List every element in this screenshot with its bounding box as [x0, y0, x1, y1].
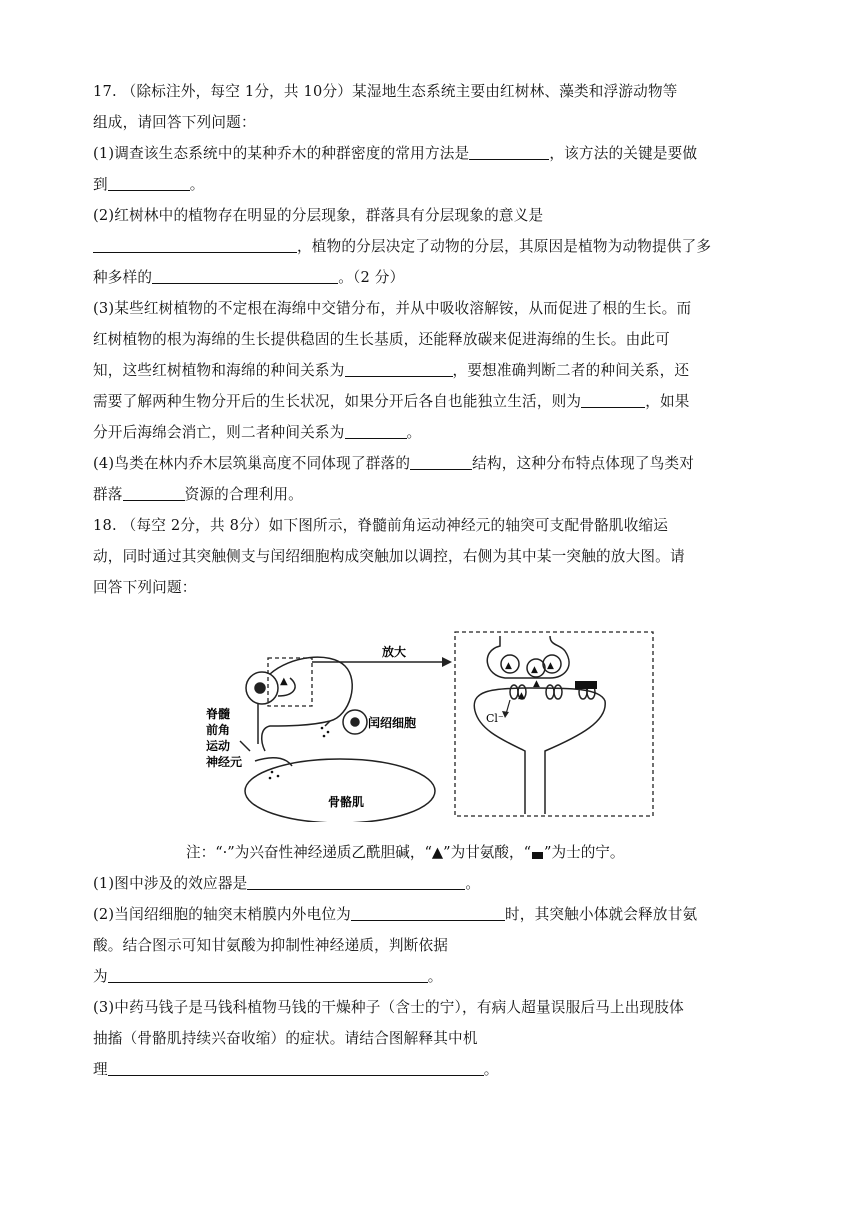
zoom-label: 放大 — [382, 645, 407, 659]
answer-blank[interactable] — [108, 173, 190, 191]
answer-blank[interactable] — [247, 872, 465, 890]
chloride-label: Cl⁻ — [486, 712, 504, 725]
q17-part-3: (3)某些红树植物的不定根在海绵中交错分布，并从中吸收溶解铵，从而促进了根的生长。而 — [93, 300, 692, 317]
q18-line-1: 18. （每空 2分，共 8分）如下图所示，脊髓前角运动神经元的轴突可支配骨骼肌收缩运 — [93, 517, 669, 534]
answer-blank[interactable] — [152, 266, 338, 284]
answer-blank[interactable] — [469, 142, 549, 160]
muscle-label: 骨骼肌 — [328, 795, 365, 809]
diagram-note: 注：“·”为兴奋性神经递质乙酰胆碱，“▲”为甘氨酸，“ ”为士的宁。 — [186, 844, 625, 861]
question-18-parts: (1)图中涉及的效应器是 。 (2)当闰绍细胞的轴突末梢膜内外电位为 时，其突触小体就会释放甘氨 酸。结合图示可知甘氨酸为抑制性神经递质，判断依据 为 。 (3)中药马钱子是马钱科植物马钱的干燥种子（含士的宁），有病人超量误服后马上出现肢体 抽搐（骨骼肌持续兴奋收缩）的症状。请结合图解释其中机 理 。 — [93, 868, 765, 1085]
svg-text:▲: ▲ — [531, 665, 538, 675]
svg-text:▲: ▲ — [518, 691, 525, 701]
q17-line-2: 组成，请回答下列问题： — [93, 114, 256, 131]
strychnine-square-icon — [532, 852, 543, 859]
q17-line-1: 17. （除标注外，每空 1分，共 10分）某湿地生态系统主要由红树林、藻类和浮游动物等 — [93, 83, 678, 100]
answer-blank[interactable] — [123, 483, 185, 501]
synapse-diagram — [200, 626, 660, 822]
postsynaptic-membrane — [474, 688, 605, 814]
q17-part-2: (2)红树林中的植物存在明显的分层现象，群落具有分层现象的意义是 — [93, 207, 544, 224]
question-17: 17. （除标注外，每空 1分，共 10分）某湿地生态系统主要由红树林、藻类和浮游动物等 组成，请回答下列问题： (1)调查该生态系统中的某种乔木的种群密度的常用方法是 ，该方法的关键是要做 到 。 (2)红树林中的植物存在明显的分层现象，群落具有分层现象的意义是 ，植物的分层决定了动物的分层，其原因是植物为动物提供了多 种多样的 。（2 分） (3)某些红树植物的不定根在海绵中交错分布，并从中吸收溶解铵，从而促进了根的生长。而 红树植物的根为海绵的生长提供稳固的生长基质，还能释放碳来促进海绵的生长。由此可 知，这些红树植物和海绵的种间关系为 ，要想准确判断二者的种间关系，还 需要了解两种生物分开后的生长状况，如果分开后各自也能独立生活，则为 ，如果 分开后海绵会消亡，则二者种间关系为 。 (4)鸟类在林内乔木层筑巢高度不同体现了群落的 结构，这种分布特点体现了鸟类对 群落 资源的合理利用。 18. （每空 2分，共 8分）如下图所示，脊髓前角运动神经元的轴突可支配骨骼肌收缩运 动，同时通过其突触侧支与闰绍细胞构成突触加以调控，右侧为其中某一突触的放大图。请 回答下列问题： — [93, 76, 765, 603]
strychnine-mark — [575, 681, 597, 689]
enlarged-synapse-box — [455, 632, 653, 816]
answer-blank[interactable] — [410, 452, 472, 470]
answer-blank[interactable] — [351, 903, 505, 921]
svg-text:▲: ▲ — [547, 661, 554, 671]
q18-part-1: (1)图中涉及的效应器是 。 — [93, 868, 765, 899]
q18-part-3: (3)中药马钱子是马钱科植物马钱的干燥种子（含士的宁），有病人超量误服后马上出现肢体 — [93, 999, 684, 1016]
neuron-label-4: 神经元 — [206, 755, 243, 769]
svg-text:▲: ▲ — [505, 661, 512, 671]
skeletal-muscle — [245, 759, 435, 822]
svg-text:▲: ▲ — [533, 679, 540, 689]
neuron-nucleus — [255, 683, 265, 693]
answer-blank[interactable] — [581, 390, 645, 408]
renshaw-label: 闰绍细胞 — [368, 716, 417, 730]
q18-line-2: 动，同时通过其突触侧支与闰绍细胞构成突触加以调控，右侧为其中某一突触的放大图。请 — [93, 548, 685, 565]
neuron-label-2: 前角 — [206, 723, 231, 737]
answer-blank[interactable] — [345, 359, 453, 377]
neuron-label-1: 脊髓 — [206, 707, 231, 721]
neuron-label-3: 运动 — [206, 739, 231, 753]
q18-line-3: 回答下列问题： — [93, 579, 197, 596]
answer-blank[interactable] — [108, 1058, 484, 1076]
q17-part-4: (4)鸟类在林内乔木层筑巢高度不同体现了群落的 结构，这种分布特点体现了鸟类对 — [93, 448, 765, 479]
svg-text:▲: ▲ — [280, 676, 288, 687]
answer-blank[interactable] — [93, 235, 297, 253]
answer-blank[interactable] — [108, 965, 428, 983]
q18-part-2: (2)当闰绍细胞的轴突末梢膜内外电位为 时，其突触小体就会释放甘氨 — [93, 899, 765, 930]
answer-blank[interactable] — [345, 421, 407, 439]
q17-part-1: (1)调查该生态系统中的某种乔木的种群密度的常用方法是 ，该方法的关键是要做 — [93, 138, 765, 169]
